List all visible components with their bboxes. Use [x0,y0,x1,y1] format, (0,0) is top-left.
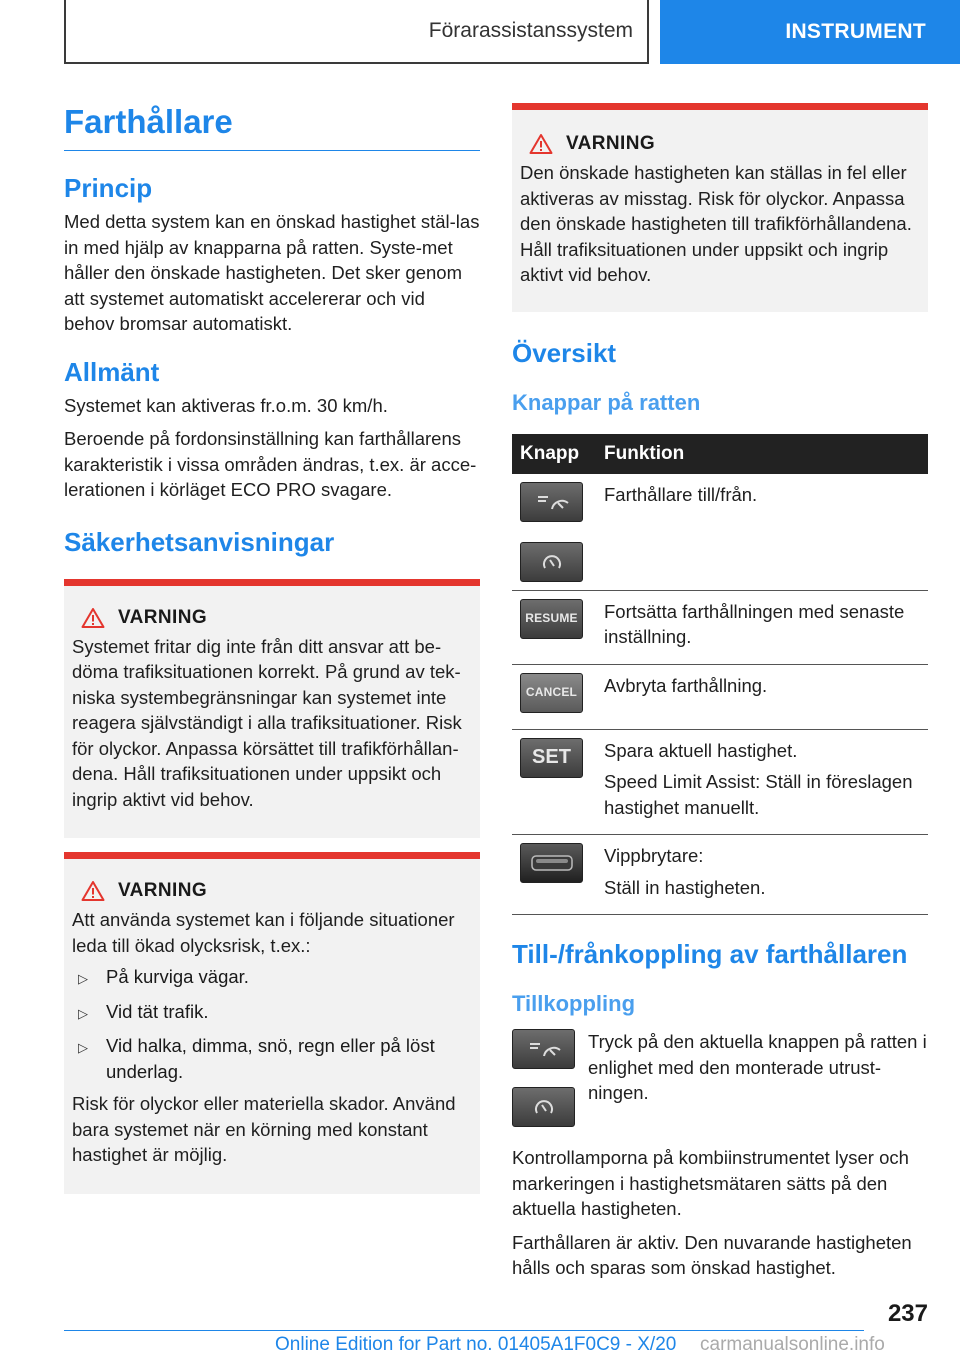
resume-button-icon[interactable]: RESUME [520,599,583,639]
warning-triangle-icon [520,132,562,156]
kontroll-text: Kontrollamporna på kombiinstrumentet lyser och markeringen i hastighetsmätaren sätts på den aktuella hastigheten. [512,1147,909,1219]
tillkoppling-text: Tryck på den aktuella knappen på ratten i enlighet med den monterade utrust-ningen. [588,1031,927,1103]
cruise-control-button-icon[interactable] [520,482,583,522]
left-column [64,100,480,1194]
allmant-heading: Allmänt [64,356,160,387]
allmant-text-1: Systemet kan aktiveras fr.o.m. 30 km/h. [64,394,388,416]
row-function: Vippbrytare: [604,845,704,866]
allmant-text-2: Beroende på fordonsinställning kan farthållarens karakteristik i vissa områden ändras, t.ex. är acce-lerationen i körläget ECO PRO svagare. [64,428,477,500]
row-function-extra: Speed Limit Assist: Ställ in föreslagen hastighet manuellt. [604,771,913,818]
warning-title: VARNING [118,880,208,901]
warning-text: Den önskade hastigheten kan ställas in fel eller aktiveras av misstag. Risk för olyckor. Anpassa den önskade hastigheten till trafikförhållandena. Håll trafiksituationen under uppsikt och ingrip aktivt vid behov. [520,162,912,285]
princip-text: Med detta system kan en önskad hastighet stäl-las in med hjälp av knapparna på ratten. Syste-met håller den önskade hastigheten. Det sker genom att systemet automatiskt accelererar och vid behov bromsar automatiskt. [64,211,480,334]
section-tab[interactable] [660,0,960,64]
speed-control-button-icon[interactable] [512,1087,575,1127]
koppling-heading: Till-/frånkoppling av farthållaren [512,939,908,969]
princip-heading: Princip [64,173,153,203]
tillkoppling-block [512,1029,928,1145]
watermark[interactable]: carmanualsonline.info [700,1334,885,1355]
row-function-extra: Ställ in hastigheten. [604,876,766,898]
table-header-function: Funktion [596,434,928,474]
aktiv-text: Farthållaren är aktiv. Den nuvarande hastigheten hålls och sparas som önskad hastighet. [512,1231,912,1278]
warning-intro: Att använda systemet kan i följande situationer leda till ökad olycksrisk, t.ex.: [72,909,455,956]
warning-triangle-icon [72,606,114,630]
table-row [512,590,928,664]
warning-triangle-icon [72,879,114,903]
tillkoppling-heading: Tillkoppling [512,991,636,1016]
warning-list [72,964,472,1084]
warning-box-3 [512,103,928,312]
table-row [512,664,928,729]
rocker-switch-icon[interactable] [520,843,583,883]
page-title: Farthållare [64,100,480,151]
table-row [512,474,928,591]
speed-control-button-icon[interactable] [520,542,583,582]
list-item: ▷ Vid tät trafik. [72,999,472,1027]
cruise-control-button-icon[interactable] [512,1029,575,1069]
footer-divider [64,1330,864,1331]
table-row [512,729,928,835]
warning-text: Systemet fritar dig inte från ditt ansvar att be-döma trafiksituationen korrekt. På grund av tek-niska systembegränsningar kan systemet inte reagera självständigt i alla trafiksituationer. Risk för olyckor. Anpassa körsättet till trafikförhållan-dena. Håll trafiksituationen under uppsikt och ingrip aktivt vid behov. [72,635,462,810]
section-title: INSTRUMENT [785,20,926,43]
knappar-heading: Knappar på ratten [512,389,701,415]
edition-text: Online Edition for Part no. 01405A1F0C9 - X/20 [275,1334,677,1355]
row-function: Fortsätta farthållningen med senaste inställning. [604,600,905,647]
warning-title: VARNING [118,606,208,628]
oversikt-heading: Översikt [512,337,617,368]
set-button-icon[interactable]: SET [520,738,583,778]
page-number: 237 [887,1300,928,1327]
cancel-button-icon[interactable]: CANCEL [520,673,583,713]
bullet-triangle-icon: ▷ [78,971,88,986]
warning-box-2 [64,852,480,1194]
warning-title: VARNING [566,133,656,154]
list-item: ▷ Vid halka, dimma, snö, regn eller på löst underlag. [72,1033,472,1084]
right-column [512,103,928,1289]
button-function-table [512,434,928,916]
warning-box-1 [64,579,480,839]
row-function: Farthållare till/från. [604,483,758,505]
bullet-triangle-icon: ▷ [78,1005,88,1021]
chapter-title: Förarassistanssystem [428,19,633,42]
warning-outro: Risk för olyckor eller materiella skador. Använd bara systemet när en körning med konstant hastighet är möjlig. [72,1093,456,1165]
row-function: Spara aktuell hastighet. [604,739,798,761]
bullet-triangle-icon: ▷ [78,1040,88,1055]
list-item: ▷ På kurviga vägar. [72,964,472,992]
chapter-tab [64,0,649,64]
row-function: Avbryta farthållning. [604,674,768,696]
table-header-key: Knapp [512,434,596,474]
safety-heading: Säkerhetsanvisningar [64,526,335,557]
table-row [512,835,928,915]
